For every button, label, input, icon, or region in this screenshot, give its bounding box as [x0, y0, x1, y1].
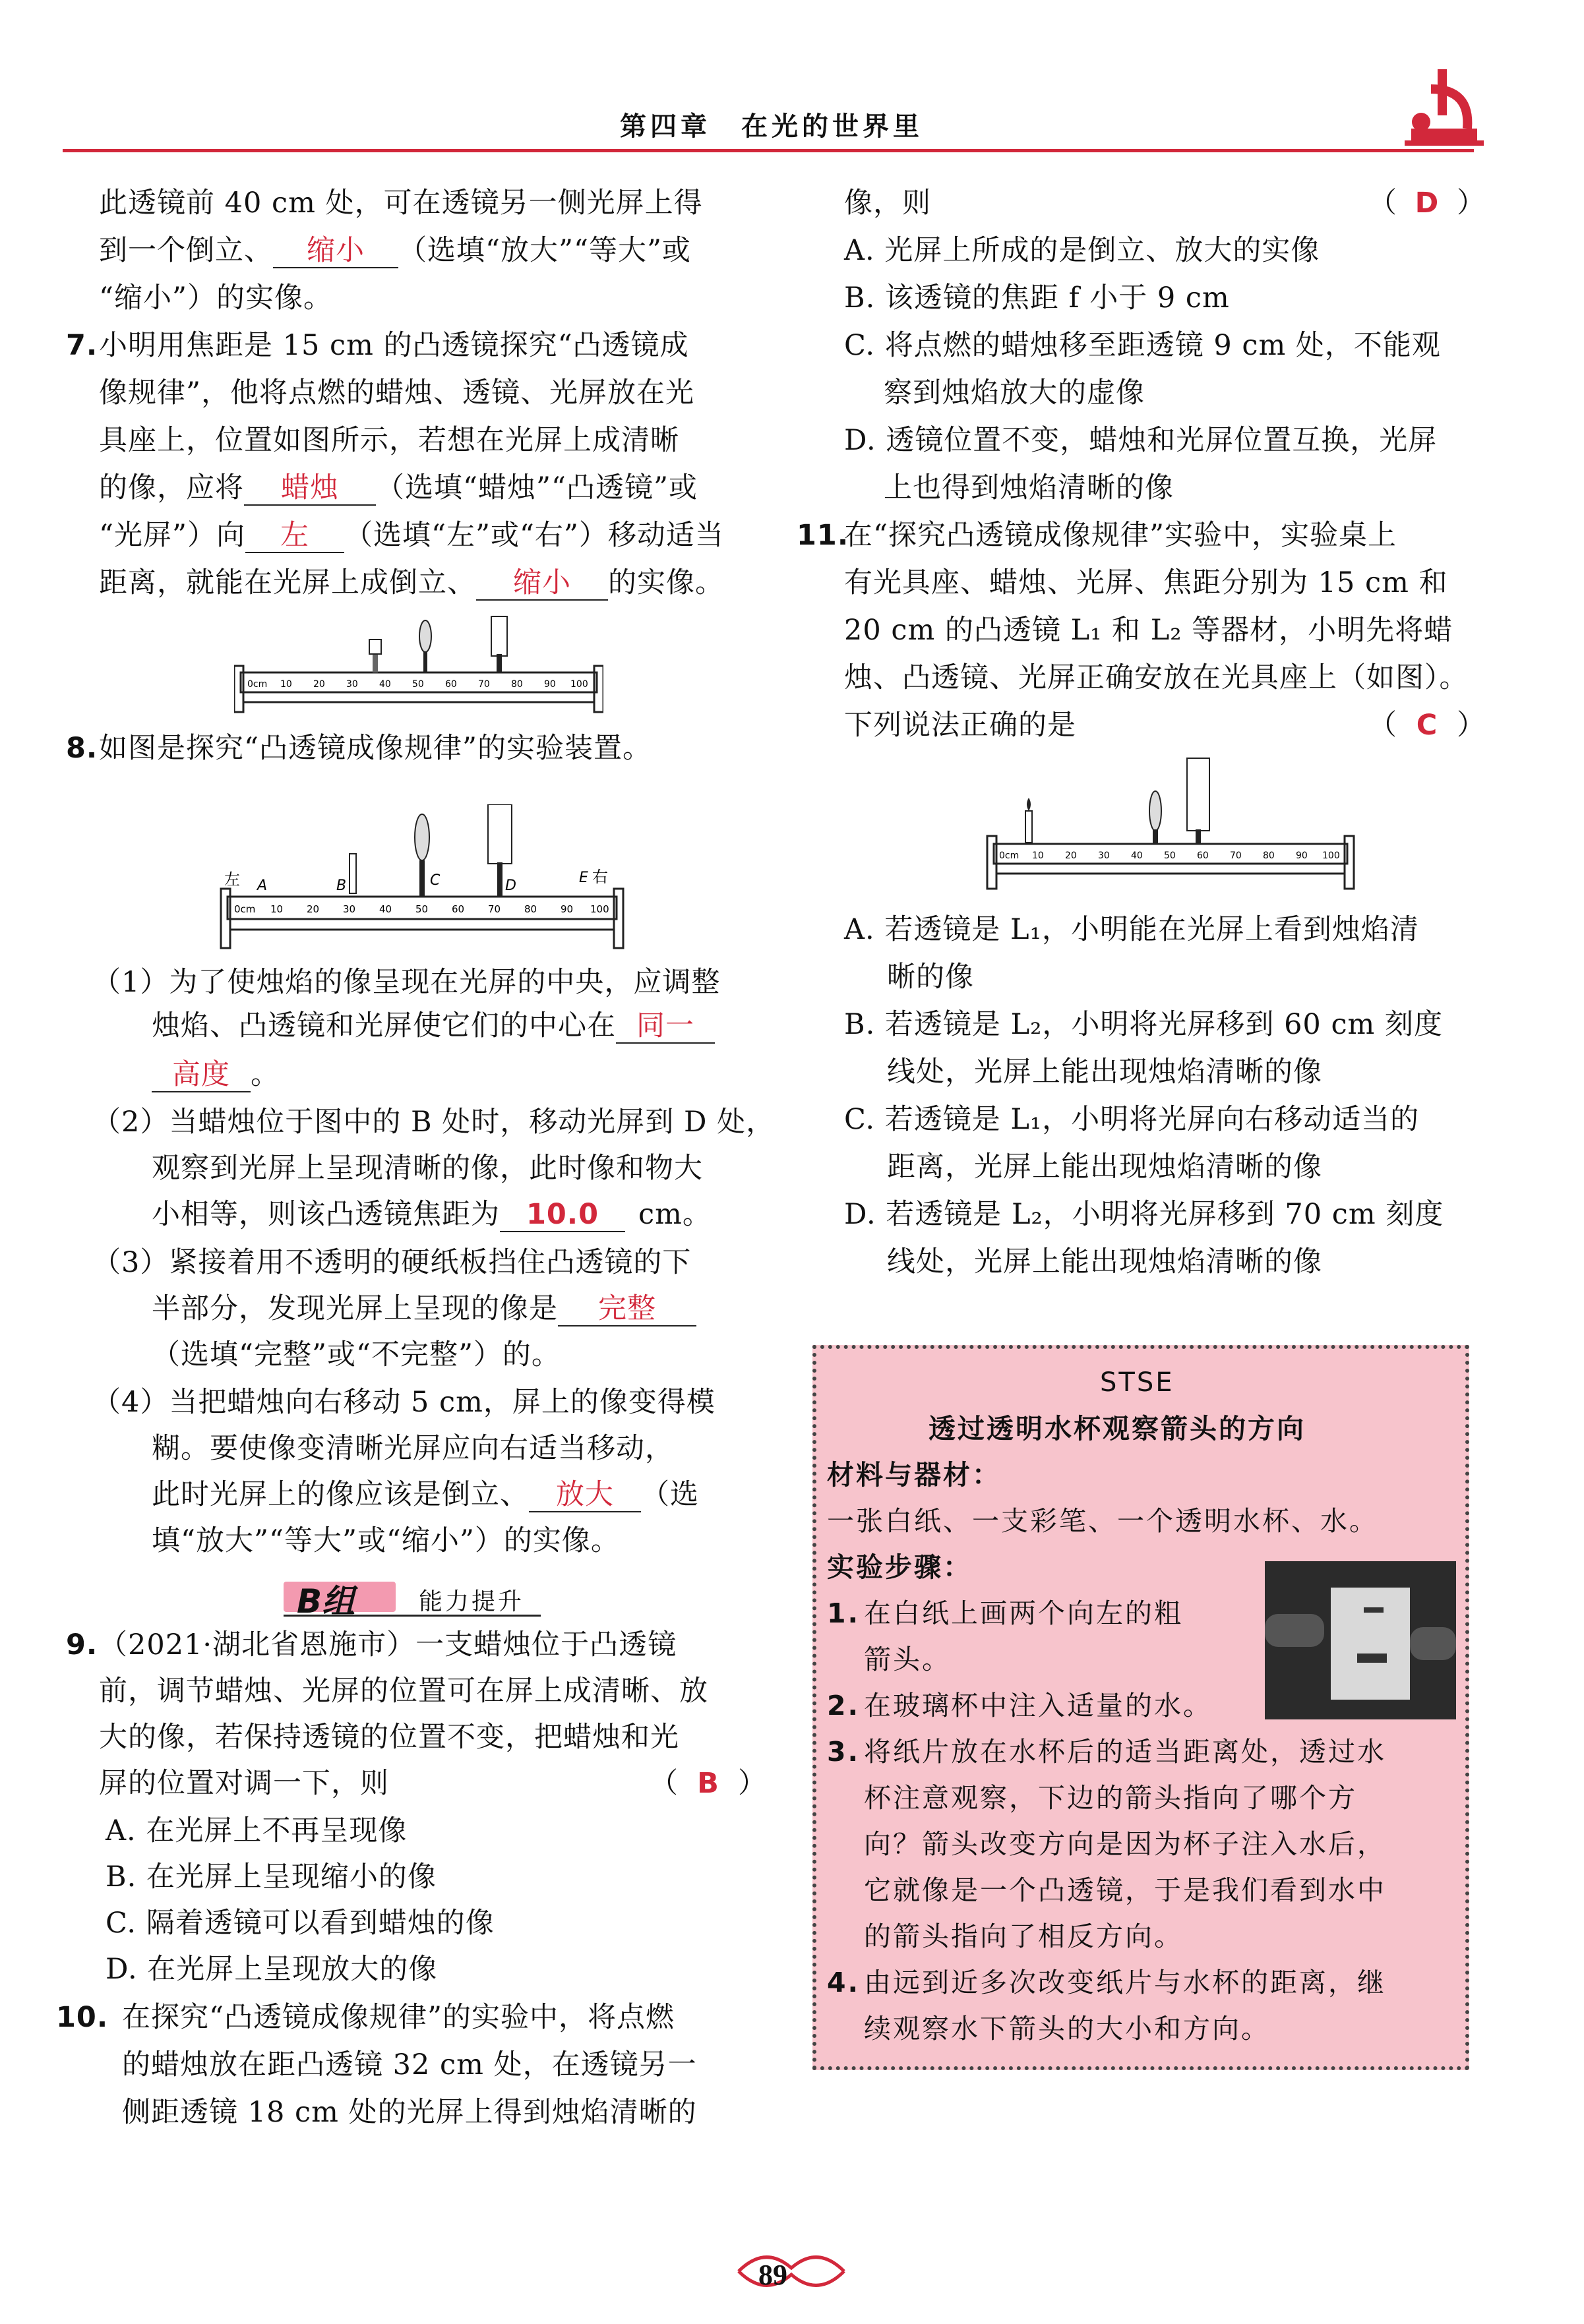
q8-text: （选: [641, 1478, 699, 1511]
stse-step2: 在玻璃杯中注入适量的水。: [864, 1690, 1212, 1721]
bench-letter: A: [257, 878, 268, 894]
q7-text: （选填“左”或“右”）移动适当: [344, 519, 724, 552]
q11-line4: 烛、凸透镜、光屏正确安放在光具座上（如图）。: [844, 661, 1469, 694]
q8-s2-line1: （2）当蜡烛位于图中的 B 处时，移动光屏到 D 处，: [92, 1106, 776, 1139]
stse-step1-cont: 箭头。: [864, 1644, 951, 1675]
q8-optical-bench-figure: [218, 804, 626, 956]
bench-tick-label: 80: [524, 903, 537, 915]
q8-text: 。: [251, 1058, 280, 1091]
q8-text: 此时光屏上的像应该是倒立、: [152, 1478, 529, 1511]
bench-left-label: 左: [224, 870, 240, 889]
q11-answer: C: [1416, 709, 1438, 742]
bench-tick-label: 40: [1131, 850, 1143, 861]
q8-s4-answer: 放大: [529, 1478, 641, 1512]
bench-tick-label: 20: [313, 679, 325, 690]
stse-step3: 将纸片放在水杯后的适当距离处，透过水: [864, 1736, 1386, 1768]
bench-tick-label: 90: [544, 679, 556, 690]
q7-line1: 小明用焦距是 15 cm 的凸透镜探究“凸透镜成: [99, 329, 689, 362]
q10-line4: 像，则: [844, 187, 931, 220]
stse-step3-number: 3.: [827, 1736, 861, 1768]
q8-s3-line1: （3）紧接着用不透明的硬纸板挡住凸透镜的下: [92, 1246, 692, 1279]
q7-line3: 具座上，位置如图所示，若想在光屏上成清晰: [99, 424, 679, 457]
q8-s1-answer: 同一: [616, 1009, 715, 1044]
q8-s4-line3: [152, 1475, 699, 1514]
q7-line4: [99, 468, 698, 508]
q7-line5: [99, 516, 724, 555]
q8-s1-line2: [152, 1006, 715, 1046]
b-group-label: B组: [297, 1582, 355, 1621]
q7-optical-bench-figure: [234, 613, 603, 719]
stse-step4-cont: 续观察水下箭头的大小和方向。: [864, 2013, 1270, 2044]
q7-line2: 像规律”，他将点燃的蜡烛、透镜、光屏放在光: [99, 376, 694, 409]
q6-line3: “缩小”）的实像。: [99, 282, 332, 314]
q11-option-a-cont: 晰的像: [887, 961, 974, 994]
q10-option-c: C. 将点燃的蜡烛移至距透镜 9 cm 处，不能观: [844, 329, 1441, 362]
q9-option-b: B. 在光屏上呈现缩小的像: [106, 1861, 437, 1893]
bench-tick-label: 80: [1263, 850, 1275, 861]
q11-answer-bracket: （ C ）: [1368, 705, 1486, 745]
q6-line1: 此透镜前 40 cm 处，可在透镜另一侧光屏上得: [99, 187, 703, 220]
stse-tag: STSE: [1100, 1367, 1174, 1398]
q11-option-d-cont: 线处，光屏上能出现烛焰清晰的像: [887, 1245, 1322, 1278]
stse-step2-number: 2.: [827, 1690, 861, 1721]
q7-line6: [99, 563, 724, 603]
bench-tick-label: 70: [478, 679, 490, 690]
q9-option-c: C. 隔着透镜可以看到蜡烛的像: [106, 1907, 495, 1940]
bench-tick-label: 30: [343, 903, 356, 915]
q9-number: 9.: [66, 1628, 98, 1661]
bench-tick-label: 50: [1164, 850, 1176, 861]
bench-tick-label: 50: [415, 903, 429, 915]
stse-step4-number: 4.: [827, 1967, 861, 1998]
q10-option-c-cont: 察到烛焰放大的虚像: [884, 376, 1145, 409]
bench-tick-label: 100: [570, 679, 588, 690]
bench-tick-label: 20: [1065, 850, 1077, 861]
bench-tick-label: 30: [346, 679, 358, 690]
q9-answer-bracket: （ B ）: [650, 1764, 767, 1803]
q8-s1-line1: （1）为了使烛焰的像呈现在光屏的中央，应调整: [92, 966, 721, 999]
q10-option-b: B. 该透镜的焦距 f 小于 9 cm: [844, 282, 1230, 314]
q7-text: （选填“蜡烛”“凸透镜”或: [376, 471, 698, 504]
q11-line1: 在“探究凸透镜成像规律”实验中，实验桌上: [844, 519, 1397, 552]
q7-text: “光屏”）向: [99, 519, 245, 552]
q10-option-d: D. 透镜位置不变，蜡烛和光屏位置互换，光屏: [844, 424, 1438, 457]
bench-tick-label: 70: [488, 903, 501, 915]
b-group-banner: [284, 1579, 541, 1621]
q7-answer1: 蜡烛: [244, 471, 376, 506]
bench-letter: C: [430, 872, 441, 889]
q9-line3: 大的像，若保持透镜的位置不变，把蜡烛和光: [99, 1721, 679, 1754]
bench-tick-label: 60: [452, 903, 465, 915]
q8-number: 8.: [66, 732, 98, 765]
q11-number: 11.: [797, 519, 849, 552]
bench-tick-label: 40: [379, 903, 392, 915]
q8-s3-line3: （选填“完整”或“不完整”）的。: [152, 1338, 561, 1371]
stse-step3-cont: 杯注意观察，下边的箭头指向了哪个方: [864, 1782, 1357, 1814]
q8-text: 烛焰、凸透镜和光屏使它们的中心在: [152, 1009, 616, 1042]
q10-line3: 侧距透镜 18 cm 处的光屏上得到烛焰清晰的: [122, 2096, 697, 2129]
stse-step3-cont: 它就像是一个凸透镜，于是我们看到水中: [864, 1874, 1386, 1906]
page-number-ornament: [712, 2238, 870, 2304]
bench-tick-label: 70: [1230, 850, 1242, 861]
bench-letter: B: [336, 878, 347, 894]
stse-steps-label: 实验步骤：: [827, 1551, 972, 1583]
q8-text: 半部分，发现光屏上呈现的像是: [152, 1292, 558, 1325]
q11-option-d: D. 若透镜是 L₂，小明将光屏移到 70 cm 刻度: [844, 1198, 1444, 1231]
stse-step3-cont: 向？箭头改变方向是因为杯子注入水后，: [864, 1828, 1386, 1860]
q11-option-c-cont: 距离，光屏上能出现烛焰清晰的像: [887, 1150, 1322, 1183]
q6-text: 到一个倒立、: [99, 234, 273, 267]
stse-title: 透过透明水杯观察箭头的方向: [929, 1413, 1306, 1445]
q7-number: 7.: [66, 329, 98, 362]
bench-tick-label: 10: [280, 679, 292, 690]
q9-line4: 屏的位置对调一下，则: [99, 1767, 389, 1800]
stse-step4: 由远到近多次改变纸片与水杯的距离，继: [864, 1967, 1386, 1998]
chapter-title: 第四章 在光的世界里: [620, 111, 923, 142]
q6-line2: [99, 231, 691, 270]
q11-line2: 有光具座、蜡烛、光屏、焦距分别为 15 cm 和: [844, 566, 1448, 599]
q11-optical-bench-figure: [986, 752, 1355, 897]
bench-tick-label: 90: [561, 903, 574, 915]
b-group-title: 能力提升: [419, 1588, 525, 1615]
bench-letter: E: [579, 870, 588, 886]
q10-option-a: A. 光屏上所成的是倒立、放大的实像: [844, 234, 1320, 267]
q6-text: （选填“放大”“等大”或: [398, 234, 691, 267]
q8-s4-line2: 糊。要使像变清晰光屏应向右适当移动，: [152, 1432, 674, 1465]
q11-option-c: C. 若透镜是 L₁，小明将光屏向右移动适当的: [844, 1103, 1420, 1136]
bench-letter: D: [505, 878, 516, 894]
q8-s3-answer: 完整: [558, 1292, 696, 1326]
q10-line1: 在探究“凸透镜成像规律”的实验中，将点燃: [122, 2001, 675, 2034]
bench-tick-label: 100: [1322, 850, 1340, 861]
q11-option-a: A. 若透镜是 L₁，小明能在光屏上看到烛焰清: [844, 913, 1419, 946]
q11-option-b-cont: 线处，光屏上能出现烛焰清晰的像: [887, 1056, 1322, 1088]
page-number: 89: [758, 2259, 787, 2291]
header-rule: [63, 149, 1474, 152]
q11-line3: 20 cm 的凸透镜 L₁ 和 L₂ 等器材，小明先将蜡: [844, 614, 1453, 647]
microscope-logo-icon: [1391, 63, 1484, 152]
q8-s1-line3: [152, 1055, 280, 1094]
bench-tick-label: 90: [1296, 850, 1308, 861]
stse-materials: 一张白纸、一支彩笔、一个透明水杯、水。: [827, 1505, 1378, 1537]
stse-step3-cont: 的箭头指向了相反方向。: [864, 1921, 1183, 1952]
q8-s1-answer-cont: 高度: [152, 1058, 251, 1092]
q8-text: cm。: [638, 1198, 712, 1231]
q7-answer2: 左: [245, 519, 344, 553]
bench-tick-label: 100: [590, 903, 609, 915]
q8-s4-line4: 填“放大”“等大”或“缩小”）的实像。: [152, 1524, 620, 1557]
bench-tick-label: 20: [307, 903, 320, 915]
bench-tick-label: 10: [1032, 850, 1044, 861]
q8-s2-answer: 10.0: [500, 1198, 625, 1232]
q10-option-d-cont: 上也得到烛焰清晰的像: [884, 471, 1174, 504]
q10-number: 10.: [56, 2001, 109, 2034]
q7-text: 的实像。: [608, 566, 724, 599]
bench-right-label: 右: [592, 868, 608, 886]
bench-tick-label: 0cm: [999, 850, 1020, 861]
stse-box: [812, 1345, 1469, 2070]
q8-s4-line1: （4）当把蜡烛向右移动 5 cm，屏上的像变得模: [92, 1386, 716, 1419]
q6-answer: 缩小: [273, 234, 398, 268]
q10-answer-bracket: （ D ）: [1368, 183, 1486, 223]
q9-line2: 前，调节蜡烛、光屏的位置可在屏上成清晰、放: [99, 1675, 708, 1708]
q7-answer3: 缩小: [476, 566, 608, 601]
bench-tick-label: 0cm: [234, 903, 256, 915]
q9-line1: （2021·湖北省恩施市）一支蜡烛位于凸透镜: [99, 1628, 677, 1661]
stse-materials-label: 材料与器材：: [827, 1459, 1001, 1491]
q8-text: 小相等，则该凸透镜焦距为: [152, 1198, 500, 1231]
q9-option-d: D. 在光屏上呈现放大的像: [106, 1953, 438, 1986]
bench-tick-label: 50: [412, 679, 424, 690]
q11-line5: 下列说法正确的是: [844, 709, 1076, 742]
q8-s2-line3: [152, 1195, 712, 1234]
q9-answer: B: [697, 1767, 719, 1800]
stse-step1: 在白纸上画两个向左的粗: [864, 1597, 1183, 1629]
q8-s3-line2: [152, 1289, 696, 1328]
bench-tick-label: 30: [1098, 850, 1110, 861]
bench-tick-label: 60: [1197, 850, 1209, 861]
q11-option-b: B. 若透镜是 L₂，小明将光屏移到 60 cm 刻度: [844, 1008, 1443, 1041]
bench-tick-label: 10: [270, 903, 284, 915]
q9-option-a: A. 在光屏上不再呈现像: [106, 1814, 408, 1847]
q10-answer: D: [1415, 187, 1440, 220]
q7-text: 距离，就能在光屏上成倒立、: [99, 566, 476, 599]
stse-step1-number: 1.: [827, 1597, 861, 1629]
q8-line1: 如图是探究“凸透镜成像规律”的实验装置。: [99, 732, 652, 765]
q10-line2: 的蜡烛放在距凸透镜 32 cm 处，在透镜另一: [122, 2048, 697, 2081]
q8-s2-line2: 观察到光屏上呈现清晰的像，此时像和物大: [152, 1152, 703, 1185]
q7-text: 的像，应将: [99, 471, 244, 504]
bench-tick-label: 40: [379, 679, 391, 690]
bench-tick-label: 0cm: [247, 679, 268, 690]
bench-tick-label: 60: [445, 679, 457, 690]
stse-photo: [1265, 1561, 1456, 1719]
bench-tick-label: 80: [511, 679, 523, 690]
